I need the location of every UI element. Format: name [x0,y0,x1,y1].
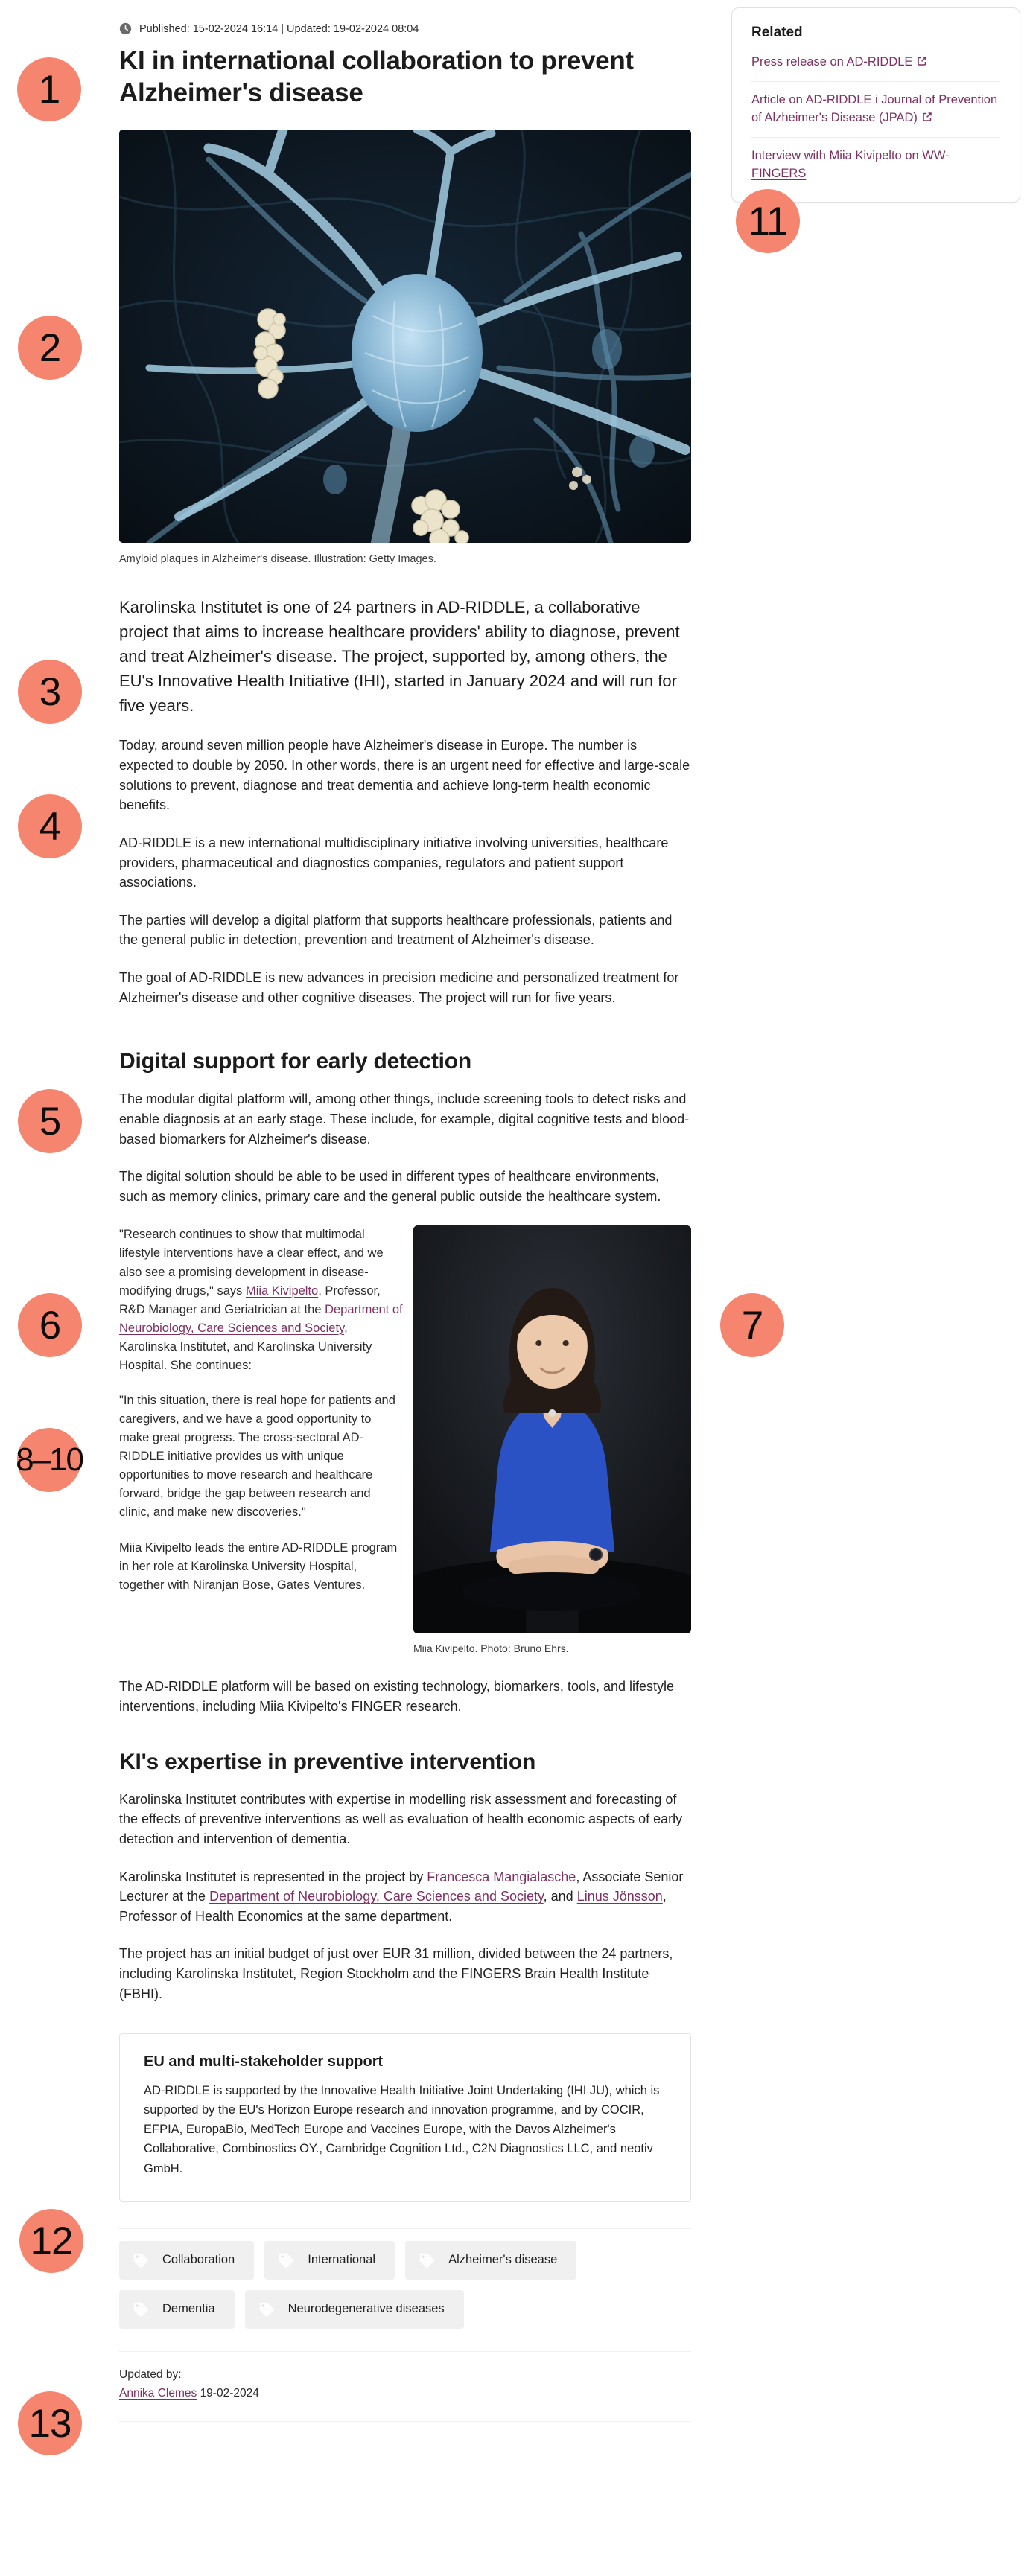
annotation-circle-4: 4 [18,794,82,858]
eu-box-heading: EU and multi-stakeholder support [144,2053,384,2070]
published-updated-text: Published: 15-02-2024 16:14 | Updated: 19-02-2024 08:04 [139,22,419,35]
hero-image [119,130,691,543]
paragraph: Today, around seven million people have Alzheimer's disease in Europe. The number is expected to double by 2050. In other words, there is an urgent need for effective and large-scale solutions to prevent, diagnose and treat dementia and achieve long-term health economic benefits. [119,738,690,813]
related-link-3[interactable]: Interview with Miia Kivipelto on WW-FINGERS [751,148,950,180]
paragraph: The parties will develop a digital platform that supports healthcare professionals, patients and the general public in detection, prevention and treatment of Alzheimer's disease. [119,912,673,948]
tag-label: Collaboration [162,2253,235,2267]
updated-date: 19-02-2024 [200,2386,259,2400]
photo-caption: Miia Kivipelto. Photo: Bruno Ehrs. [413,1642,569,1655]
paragraph: The AD-RIDDLE platform will be based on existing technology, biomarkers, tools, and lifestyle interventions, including Miia Kivipelto's FINGER research. [119,1679,675,1714]
paragraph: Karolinska Institutet contributes with expertise in modelling risk assessment and forecasting of the effects of preventive interventions as well as evaluation of health economic aspects of early detection and intervention of dementia. [119,1791,683,1846]
related-heading: Related [751,25,803,40]
portrait-photo [413,1225,691,1633]
annotation-circle-7: 7 [720,1293,784,1357]
related-link-1[interactable] [751,55,927,68]
paragraph: The project has an initial budget of just over EUR 31 million, divided between the 24 partners, including Karolinska Institutet, Region Stockholm and the FINGERS Brain Health Institute (FBHI). [119,1946,673,2001]
updated-by-label: Updated by: [119,2368,182,2381]
quote-and-photo-section [119,1225,691,1654]
section-heading-ki-expertise: KI's expertise in preventive intervention [119,1749,536,1774]
hero-caption: Amyloid plaques in Alzheimer's disease. Illustration: Getty Images. [119,553,436,566]
annotation-circle-13: 13 [18,2391,82,2455]
quote-text: "Research continues to show that multimodal lifestyle interventions have a clear effect, and we also see a promising development in disease-modifying drugs," says [119,1228,384,1298]
related-link-label: Article on AD-RIDDLE i Journal of Prevention of Alzheimer's Disease (JPAD) [751,92,998,124]
tag-alzheimer-s-disease[interactable] [405,2241,576,2280]
section-heading-digital-support: Digital support for early detection [119,1049,472,1074]
eu-support-box [119,2033,691,2201]
paragraph: The digital solution should be able to be used in different types of healthcare environments, such as memory clinics, primary care and the general public outside the healthcare system. [119,1169,661,1204]
tag-label: Alzheimer's disease [448,2253,558,2267]
tags-list [119,2241,655,2329]
annotation-circle-3: 3 [18,660,82,724]
photo-column [413,1225,691,1654]
paragraph-with-links [119,1867,691,1927]
related-links-list [751,44,1000,193]
annotation-circle-8–10: 8–10 [17,1428,81,1492]
annotation-circle-5: 5 [18,1089,82,1153]
tag-collaboration[interactable] [119,2241,254,2280]
related-item [751,44,1000,82]
divider [119,2228,691,2229]
tag-neurodegenerative-diseases[interactable] [245,2290,464,2329]
link-department-neurobiology[interactable]: Department of Neurobiology, Care Sciences and Society [119,1302,403,1335]
paragraph: The goal of AD-RIDDLE is new advances in precision medicine and personalized treatment for Alzheimer's disease and other cognitive diseases. The project will run for five years. [119,970,679,1005]
tag-label: International [308,2253,376,2267]
link-francesca-mangialasche[interactable]: Francesca Mangialasche [427,1869,576,1884]
neuron-illustration [119,130,691,543]
link-department-neurobiology-2[interactable]: Department of Neurobiology, Care Sciences and Society [209,1889,544,1904]
annotation-circle-1: 1 [17,57,81,121]
quote-paragraph: Miia Kivipelto leads the entire AD-RIDDLE program in her role at Karolinska University Hospital, together with Niranjan Bose, Gates Ventures. [119,1540,398,1592]
paragraph-text: , and [543,1889,577,1904]
paragraph-text: Karolinska Institutet is represented in the project by [119,1869,427,1884]
article-column [119,0,691,2422]
tag-international[interactable] [264,2241,395,2280]
external-link-icon [922,112,932,122]
related-link-2[interactable] [751,93,997,124]
tag-icon [131,2300,150,2319]
miia-kivipelto-portrait [413,1225,691,1633]
tag-icon [276,2251,296,2270]
link-annika-clemes[interactable]: Annika Clemes [119,2386,197,2400]
related-item [751,82,1000,138]
published-row [119,0,691,35]
eu-box-body: AD-RIDDLE is supported by the Innovative Health Initiative Joint Undertaking (IHI JU), which is supported by the EU's Horizon Europe research and innovation programme, and by COCIR, EFPIA, EuropaBio, MedTech Europe and Vaccines Europe, with the Davos Alzheimer's Collaborative, Combinostics OY., Cambridge Cognition Ltd., C2N Diagnostics LLC, and neotiv GmbH. [144,2084,660,2175]
divider [119,2421,691,2422]
tag-label: Dementia [162,2302,215,2316]
related-link-label: Press release on AD-RIDDLE [751,55,913,68]
paragraph-text: , Professor of Health Economics at the same department. [119,1889,667,1924]
related-item [751,138,1000,193]
tag-icon [257,2300,276,2319]
annotation-circle-12: 12 [19,2209,83,2273]
paragraph: The modular digital platform will, among other things, include screening tools to detect risks and enable diagnosis at an early stage. These include, for example, digital cognitive tests and blood-based biomarkers for Alzheimer's disease. [119,1091,690,1147]
tag-dementia[interactable] [119,2290,235,2329]
annotation-circle-6: 6 [18,1293,82,1357]
page-title: KI in international collaboration to prevent Alzheimer's disease [119,46,634,107]
annotation-circle-11: 11 [736,189,800,253]
quote-paragraph [119,1225,404,1375]
link-linus-jonsson[interactable]: Linus Jönsson [576,1889,663,1904]
tag-icon [417,2251,436,2270]
quote-paragraph: "In this situation, there is real hope for patients and caregivers, and we have a good opportunity to make great progress. The cross-sectoral AD-RIDDLE initiative provides us with unique opportunities to move research and healthcare forward, bridge the gap between research and clinic, and make new discoveries." [119,1394,395,1520]
quote-text: , Karolinska Institutet, and Karolinska University Hospital. She continues: [119,1321,372,1372]
annotation-circle-2: 2 [18,316,82,380]
article-intro: Karolinska Institutet is one of 24 partners in AD-RIDDLE, a collaborative project that aims to increase healthcare providers' ability to diagnose, prevent and treat Alzheimer's disease. The project, supported by, among others, the EU's Innovative Health Initiative (IHI), started in January 2024 and will run for five years. [119,598,680,715]
divider [119,2351,691,2352]
quote-text: , Professor, R&D Manager and Geriatrician at the [119,1284,381,1316]
related-card [731,7,1020,203]
external-link-icon [917,56,927,66]
clock-icon [119,22,132,35]
link-miia-kivipelto[interactable]: Miia Kivipelto [246,1284,319,1298]
updated-by-block [119,2368,691,2400]
paragraph-text: , Associate Senior Lecturer at the [119,1869,684,1904]
tag-label: Neurodegenerative diseases [287,2302,445,2316]
quote-column [119,1225,404,1654]
paragraph: AD-RIDDLE is a new international multidisciplinary initiative involving universities, healthcare providers, pharmaceutical and diagnostics companies, regulators and patient support associations. [119,835,669,890]
tag-icon [131,2251,150,2270]
